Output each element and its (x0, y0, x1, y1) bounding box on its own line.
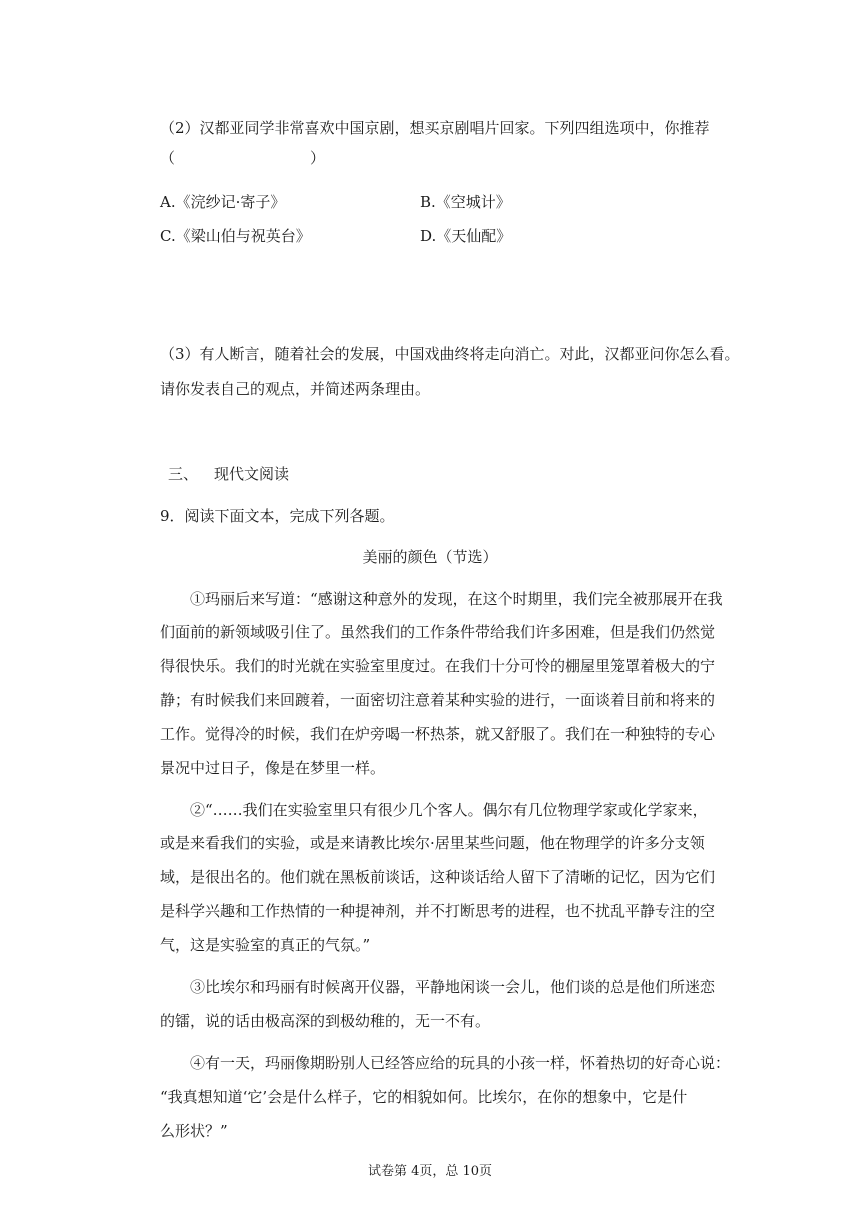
paragraph-3-line: ③比埃尔和玛丽有时候离开仪器，平静地闲谈一会儿，他们谈的总是他们所迷恋 (190, 978, 716, 996)
question-2-answer-blank: （ ） (160, 149, 326, 167)
paragraph-3-line: 的镭，说的话由极高深的到极幼稚的，无一不有。 (160, 1012, 491, 1030)
section-title: 现代文阅读 (214, 465, 290, 483)
paragraph-2-line: 气，这是实验室的真正的气氛。” (160, 936, 371, 954)
question-3-line-2: 请你发表自己的观点，并简述两条理由。 (160, 380, 431, 398)
paragraph-1-line: 景况中过日子，像是在梦里一样。 (160, 759, 386, 777)
paragraph-1-line: 工作。觉得冷的时候，我们在炉旁喝一杯热茶，就又舒服了。我们在一种独特的专心 (160, 725, 716, 743)
question-2-prompt: （2）汉都亚同学非常喜欢中国京剧，想买京剧唱片回家。下列四组选项中，你推荐 (160, 119, 710, 137)
paragraph-2-line: 域，是很出名的。他们就在黑板前谈话，这种谈话给人留下了清晰的记忆，因为它们 (160, 868, 716, 886)
paragraph-2-line: ②“……我们在实验室里只有很少几个客人。偶尔有几位物理学家或化学家来， (190, 801, 708, 819)
option-d: D.《天仙配》 (420, 227, 512, 245)
paragraph-4-line: “我真想知道‘它’会是什么样子，它的相貌如何。比埃尔，在你的想象中，它是什 (160, 1088, 688, 1106)
paragraph-1-line: 得很快乐。我们的时光就在实验室里度过。在我们十分可怜的棚屋里笼罩着极大的宁 (160, 657, 716, 675)
paragraph-4-line: 么形状？” (160, 1122, 228, 1140)
option-c: C.《梁山伯与祝英台》 (160, 227, 311, 245)
question-3-line-1: （3）有人断言，随着社会的发展，中国戏曲终将走向消亡。对此，汉都亚问你怎么看。 (160, 345, 740, 363)
article-title: 美丽的颜色（节选） (362, 548, 498, 566)
paragraph-2-line: 或是来看我们的实验，或是来请教比埃尔·居里某些问题，他在物理学的许多分支领 (160, 834, 705, 852)
paragraph-2-line: 是科学兴趣和工作热情的一种提神剂，并不打断思考的进程，也不扰乱平静专注的空 (160, 902, 716, 920)
option-b: B.《空城计》 (420, 193, 511, 211)
section-heading (168, 464, 289, 484)
section-number: 三、 (168, 465, 199, 483)
option-a: A.《浣纱记·寄子》 (160, 193, 286, 211)
paragraph-1-line: ①玛丽后来写道：“感谢这种意外的发现，在这个时期里，我们完全被那展开在我 (190, 590, 723, 608)
paragraph-1-line: 们面前的新领域吸引住了。虽然我们的工作条件带给我们许多困难，但是我们仍然觉 (160, 623, 716, 641)
paragraph-4-line: ④有一天，玛丽像期盼别人已经答应给的玩具的小孩一样，怀着热切的好奇心说： (190, 1054, 731, 1072)
paragraph-1-line: 静；有时候我们来回踱着，一面密切注意着某种实验的进行，一面谈着目前和将来的 (160, 691, 716, 709)
question-9-prompt: 9．阅读下面文本，完成下列各题。 (160, 507, 395, 525)
page-footer: 试卷第 4页，总 10页 (367, 1164, 493, 1179)
